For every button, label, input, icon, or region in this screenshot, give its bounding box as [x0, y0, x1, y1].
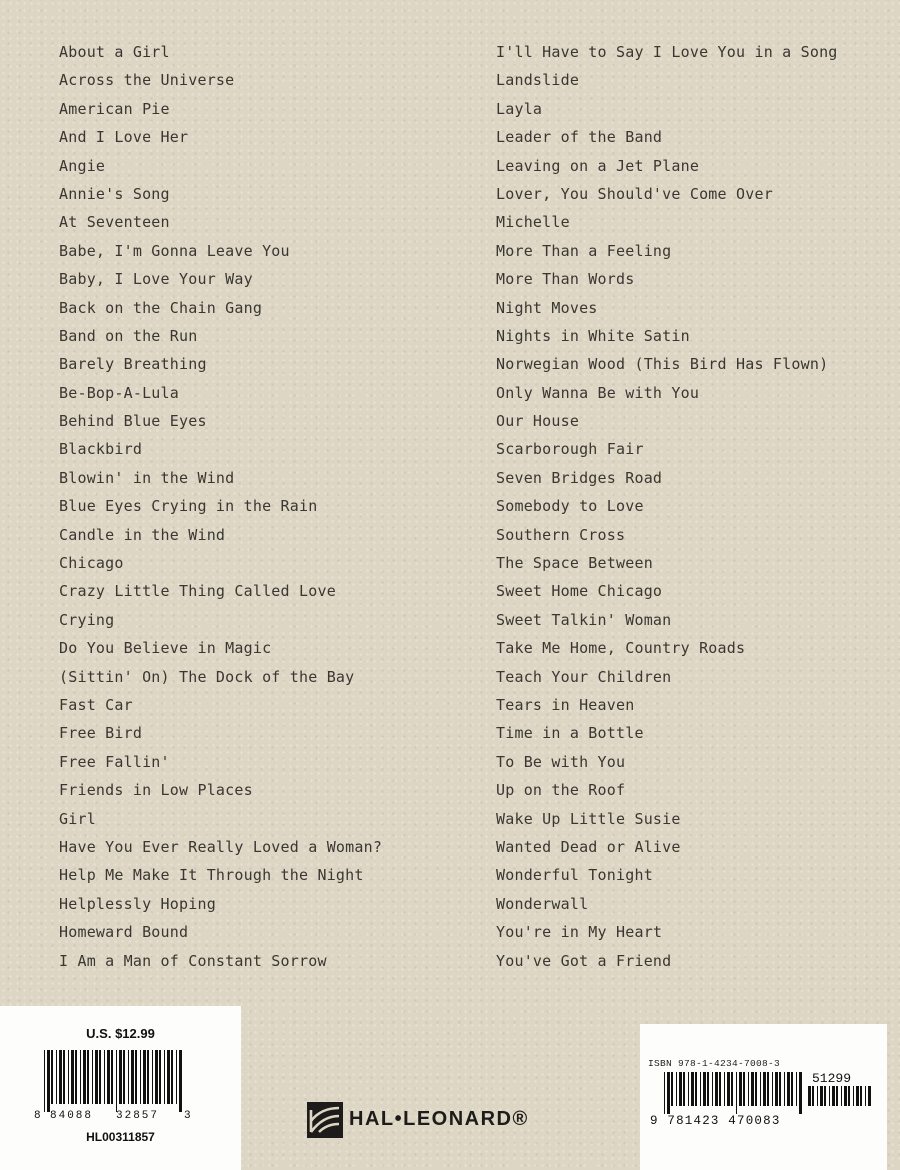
song-title: Seven Bridges Road: [496, 468, 663, 487]
barcode-bar: [724, 1072, 725, 1106]
barcode-bar: [80, 1050, 81, 1104]
barcode-bar: [683, 1072, 685, 1106]
song-title: Barely Breathing: [59, 355, 207, 374]
song-title: Girl: [59, 809, 96, 828]
barcode-bar: [155, 1050, 158, 1104]
barcode-bar: [128, 1050, 129, 1104]
barcode-bar: [865, 1086, 866, 1106]
publisher-logo: [307, 1102, 597, 1140]
song-title: Band on the Run: [59, 326, 198, 345]
song-title: Homeward Bound: [59, 923, 189, 942]
barcode-bar: [99, 1050, 101, 1104]
barcode-bar: [796, 1072, 797, 1106]
barcode-bar: [763, 1072, 766, 1106]
barcode-bar: [703, 1072, 706, 1106]
song-title: Fast Car: [59, 695, 133, 714]
song-title: The Space Between: [496, 554, 653, 573]
barcode-bar: [844, 1086, 847, 1106]
barcode-bar: [116, 1050, 117, 1112]
song-title: Candle in the Wind: [59, 525, 226, 544]
isbn-supplement-number: 51299: [812, 1071, 852, 1086]
song-list-right: [496, 38, 838, 975]
barcode-bar: [784, 1072, 785, 1106]
barcode-bar: [176, 1050, 177, 1104]
song-title: Blackbird: [59, 440, 143, 459]
barcode-bar: [83, 1050, 86, 1104]
song-title: More Than a Feeling: [496, 241, 672, 260]
song-title: Angie: [59, 156, 106, 175]
barcode-bar: [164, 1050, 165, 1104]
song-title: More Than Words: [496, 270, 635, 289]
song-title: Behind Blue Eyes: [59, 412, 207, 431]
barcode-bar: [104, 1050, 105, 1104]
barcode-bar: [179, 1050, 182, 1112]
song-title: Crazy Little Thing Called Love: [59, 582, 336, 601]
barcode-bar: [812, 1086, 814, 1106]
barcode-bar: [760, 1072, 761, 1106]
barcode-bar: [739, 1072, 742, 1106]
barcode-bar: [731, 1072, 733, 1106]
song-title: (Sittin' On) The Dock of the Bay: [59, 667, 355, 686]
isbn-supplement-barcode: [808, 1086, 874, 1114]
barcode-bar: [671, 1072, 673, 1106]
barcode-bar: [59, 1050, 62, 1104]
publisher-name: HAL•LEONARD®: [349, 1108, 529, 1130]
song-title: Wake Up Little Susie: [496, 809, 681, 828]
upc-check-digit: 3: [184, 1110, 191, 1122]
song-title: Across the Universe: [59, 71, 235, 90]
barcode-bar: [147, 1050, 149, 1104]
song-title: Wonderwall: [496, 894, 589, 913]
song-list-left: [59, 38, 382, 975]
barcode-bar: [691, 1072, 694, 1106]
barcode-bar: [664, 1072, 665, 1114]
barcode-bar: [767, 1072, 769, 1106]
barcode-bar: [676, 1072, 677, 1106]
song-title: Our House: [496, 412, 580, 431]
song-title: Crying: [59, 610, 115, 629]
barcode-bar: [856, 1086, 859, 1106]
barcode-bar: [92, 1050, 93, 1104]
barcode-bar: [47, 1050, 50, 1112]
barcode-bar: [755, 1072, 757, 1106]
song-title: At Seventeen: [59, 213, 170, 232]
barcode-bar: [123, 1050, 125, 1104]
upc-barcode: [44, 1050, 184, 1112]
song-title: Night Moves: [496, 298, 598, 317]
song-title: Michelle: [496, 213, 570, 232]
song-title: Nights in White Satin: [496, 326, 690, 345]
barcode-bar: [140, 1050, 141, 1104]
isbn-barcode-panel: [640, 1024, 887, 1170]
barcode-bar: [87, 1050, 89, 1104]
barcode-bar: [695, 1072, 697, 1106]
song-title: Wonderful Tonight: [496, 866, 653, 885]
barcode-bar: [829, 1086, 830, 1106]
barcode-bar: [68, 1050, 69, 1104]
song-title: I Am a Man of Constant Sorrow: [59, 951, 327, 970]
upc-lead-digit: 8: [34, 1110, 41, 1122]
song-title: Teach Your Children: [496, 667, 672, 686]
barcode-bar: [817, 1086, 818, 1106]
barcode-bar: [95, 1050, 98, 1104]
song-title: Norwegian Wood (This Bird Has Flown): [496, 355, 829, 374]
song-title: Blue Eyes Crying in the Rain: [59, 497, 318, 516]
song-title: You're in My Heart: [496, 923, 663, 942]
barcode-bar: [848, 1086, 850, 1106]
song-title: Somebody to Love: [496, 497, 644, 516]
price-barcode-panel: [0, 1006, 241, 1170]
barcode-bar: [44, 1050, 45, 1112]
barcode-bar: [707, 1072, 709, 1106]
barcode-bar: [775, 1072, 778, 1106]
barcode-bar: [688, 1072, 689, 1106]
song-title: Free Fallin': [59, 752, 170, 771]
song-title: To Be with You: [496, 752, 626, 771]
song-title: Friends in Low Places: [59, 781, 253, 800]
song-title: Lover, You Should've Come Over: [496, 184, 773, 203]
barcode-bar: [143, 1050, 146, 1104]
song-title: American Pie: [59, 99, 170, 118]
song-title: Helplessly Hoping: [59, 894, 216, 913]
barcode-bar: [779, 1072, 781, 1106]
barcode-bar: [111, 1050, 113, 1104]
product-code: HL00311857: [86, 1130, 155, 1144]
barcode-bar: [736, 1072, 737, 1114]
song-title: Back on the Chain Gang: [59, 298, 263, 317]
barcode-bar: [171, 1050, 173, 1104]
song-title: Leader of the Band: [496, 128, 663, 147]
song-title: Leaving on a Jet Plane: [496, 156, 700, 175]
barcode-bar: [131, 1050, 134, 1104]
song-title: Only Wanna Be with You: [496, 383, 700, 402]
song-title: I'll Have to Say I Love You in a Song: [496, 43, 838, 61]
isbn-label: ISBN 978-1-4234-7008-3: [648, 1058, 781, 1069]
price-label: U.S. $12.99: [86, 1026, 155, 1041]
barcode-bar: [75, 1050, 77, 1104]
barcode-bar: [727, 1072, 730, 1106]
barcode-bar: [820, 1086, 823, 1106]
barcode-bar: [799, 1072, 802, 1114]
song-title: Landslide: [496, 71, 580, 90]
song-title: Blowin' in the Wind: [59, 468, 235, 487]
song-title: Take Me Home, Country Roads: [496, 639, 746, 658]
song-title: Tears in Heaven: [496, 695, 635, 714]
barcode-bar: [679, 1072, 682, 1106]
barcode-bar: [63, 1050, 65, 1104]
barcode-bar: [56, 1050, 57, 1104]
barcode-bar: [712, 1072, 713, 1106]
song-title: Time in a Bottle: [496, 724, 644, 743]
upc-right-digits: 32857: [116, 1110, 160, 1122]
barcode-bar: [787, 1072, 790, 1106]
song-title: Help Me Make It Through the Night: [59, 866, 364, 885]
barcode-bar: [791, 1072, 793, 1106]
barcode-bar: [135, 1050, 137, 1104]
song-title: Babe, I'm Gonna Leave You: [59, 241, 290, 260]
song-title: About a Girl: [59, 43, 170, 61]
song-title: Be-Bop-A-Lula: [59, 383, 179, 402]
barcode-bar: [751, 1072, 754, 1106]
barcode-bar: [841, 1086, 842, 1106]
upc-left-digits: 84088: [50, 1110, 94, 1122]
barcode-bar: [152, 1050, 153, 1104]
song-title: Sweet Home Chicago: [496, 582, 663, 601]
barcode-bar: [868, 1086, 871, 1106]
isbn-digits: 9 781423 470083: [650, 1114, 781, 1128]
song-title: Southern Cross: [496, 525, 626, 544]
barcode-bar: [832, 1086, 835, 1106]
song-title: Up on the Roof: [496, 781, 626, 800]
song-title: Layla: [496, 99, 543, 118]
barcode-bar: [853, 1086, 854, 1106]
isbn-barcode: [664, 1072, 804, 1114]
barcode-bar: [824, 1086, 826, 1106]
barcode-bar: [51, 1050, 53, 1104]
song-title: Do You Believe in Magic: [59, 639, 272, 658]
barcode-bar: [743, 1072, 745, 1106]
song-title: Have You Ever Really Loved a Woman?: [59, 837, 383, 856]
song-title: Sweet Talkin' Woman: [496, 610, 672, 629]
song-title: Wanted Dead or Alive: [496, 837, 681, 856]
barcode-bar: [700, 1072, 701, 1106]
barcode-bar: [119, 1050, 122, 1104]
barcode-bar: [107, 1050, 110, 1104]
barcode-bar: [715, 1072, 718, 1106]
barcode-bar: [71, 1050, 74, 1104]
barcode-bar: [860, 1086, 862, 1106]
barcode-bar: [748, 1072, 749, 1106]
song-title: Chicago: [59, 554, 124, 573]
publisher-logo-icon: [307, 1102, 343, 1138]
song-title: And I Love Her: [59, 128, 189, 147]
song-title: Scarborough Fair: [496, 440, 644, 459]
barcode-bar: [667, 1072, 670, 1114]
song-title: Free Bird: [59, 724, 143, 743]
barcode-bar: [167, 1050, 170, 1104]
barcode-bar: [772, 1072, 773, 1106]
song-title: Annie's Song: [59, 184, 170, 203]
barcode-bar: [836, 1086, 838, 1106]
barcode-bar: [159, 1050, 161, 1104]
song-title: Baby, I Love Your Way: [59, 270, 253, 289]
barcode-bar: [808, 1086, 811, 1106]
song-title: You've Got a Friend: [496, 951, 672, 970]
barcode-bar: [719, 1072, 721, 1106]
